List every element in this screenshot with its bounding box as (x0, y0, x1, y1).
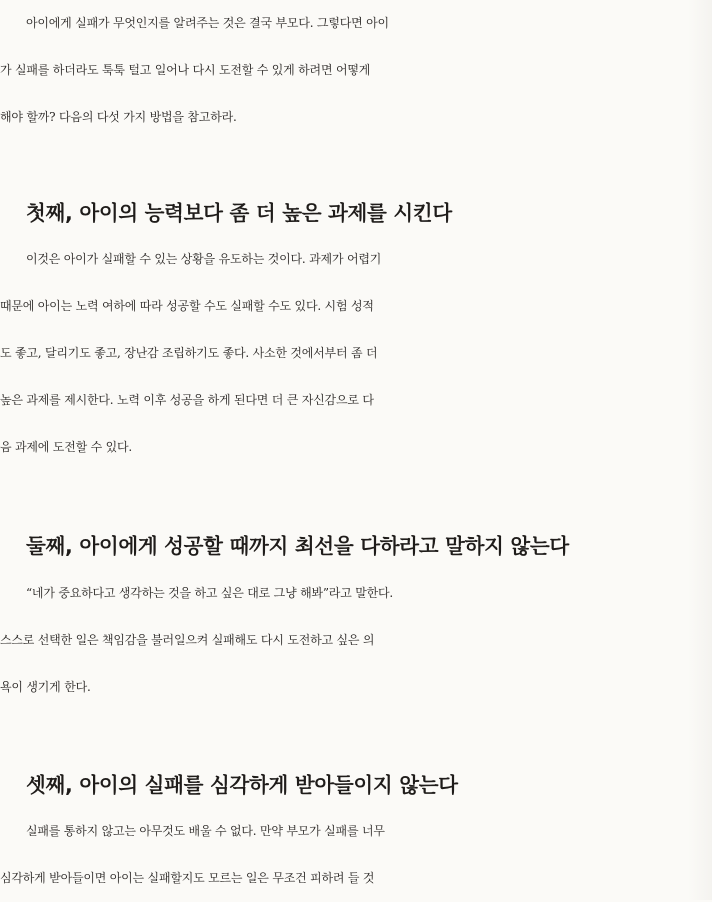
section-heading-1: 첫째, 아이의 능력보다 좀 더 높은 과제를 시킨다 (26, 201, 452, 225)
page-edge-shadow (688, 0, 712, 900)
body-line: 이것은 아이가 실패할 수 있는 상황을 유도하는 것이다. 과제가 어렵기 (26, 252, 382, 266)
section-heading-3: 셋째, 아이의 실패를 심각하게 받아들이지 않는다 (26, 773, 458, 797)
intro-line: 해야 할까? 다음의 다섯 가지 방법을 참고하라. (0, 110, 237, 124)
section-heading-2: 둘째, 아이에게 성공할 때까지 최선을 다하라고 말하지 않는다 (26, 534, 569, 558)
body-line: 스스로 선택한 일은 책임감을 불러일으켜 실패해도 다시 도전하고 싶은 의 (0, 633, 375, 647)
section-2-paragraph (0, 570, 712, 711)
body-line: “네가 중요하다고 생각하는 것을 하고 싶은 대로 그냥 해봐”라고 말한다. (26, 586, 393, 600)
body-line: 음 과제에 도전할 수 있다. (0, 440, 132, 454)
intro-paragraph (0, 0, 712, 141)
section-1-paragraph (0, 236, 712, 471)
body-line: 때문에 아이는 노력 여하에 따라 성공할 수도 실패할 수도 있다. 시험 성적 (0, 299, 374, 313)
body-line: 심각하게 받아들이면 아이는 실패할지도 모르는 일은 무조건 피하려 들 것 (0, 871, 375, 885)
body-line: 실패를 통하지 않고는 아무것도 배울 수 없다. 만약 부모가 실패를 너무 (26, 824, 385, 838)
body-line: 욕이 생기게 한다. (0, 680, 91, 694)
intro-line: 가 실패를 하더라도 툭툭 털고 일어나 다시 도전할 수 있게 하려면 어떻게 (0, 63, 371, 77)
section-3-paragraph (0, 808, 712, 902)
body-line: 높은 과제를 제시한다. 노력 이후 성공을 하게 된다면 더 큰 자신감으로 다 (0, 393, 374, 407)
intro-line: 아이에게 실패가 무엇인지를 알려주는 것은 결국 부모다. 그렇다면 아이 (26, 16, 389, 30)
body-line: 도 좋고, 달리기도 좋고, 장난감 조립하기도 좋다. 사소한 것에서부터 좀 더 (0, 346, 378, 360)
